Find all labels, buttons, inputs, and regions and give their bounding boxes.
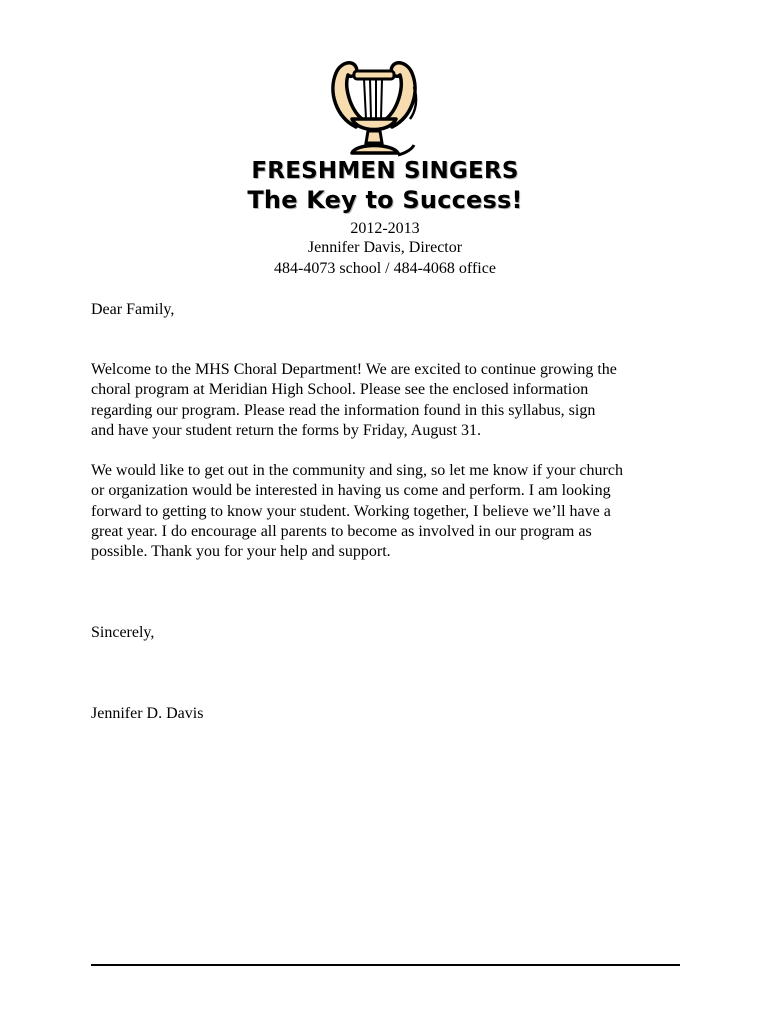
paragraph-line: regarding our program. Please read the information found in this syllabus, sign (91, 401, 596, 419)
community-paragraph (91, 461, 691, 562)
paragraph-line: and have your student return the forms by Friday, August 31. (91, 421, 482, 439)
contact-phones: 484-4073 school / 484-4068 office (274, 260, 496, 277)
footer-divider (91, 964, 680, 966)
paragraph-line: forward to getting to know your student. Working together, I believe we’ll have a (91, 502, 611, 520)
salutation: Dear Family, (91, 301, 175, 318)
closing: Sincerely, (91, 624, 155, 641)
paragraph-line: possible. Thank you for your help and support. (91, 543, 391, 561)
program-tagline: The Key to Success! (247, 186, 523, 214)
program-title: FRESHMEN SINGERS (251, 158, 519, 184)
lyre-icon (326, 57, 422, 157)
paragraph-line: or organization would be interested in having us come and perform. I am looking (91, 482, 611, 500)
welcome-paragraph (91, 360, 691, 441)
paragraph-line: We would like to get out in the community and sing, so let me know if your church (91, 462, 623, 479)
paragraph-line: choral program at Meridian High School. Please see the enclosed information (91, 381, 589, 399)
school-year: 2012-2013 (350, 220, 420, 237)
paragraph-line: great year. I do encourage all parents to become as involved in our program as (91, 522, 592, 540)
paragraph-line: Welcome to the MHS Choral Department! We are excited to continue growing the (91, 361, 617, 378)
signature-name: Jennifer D. Davis (91, 705, 204, 722)
director-name: Jennifer Davis, Director (307, 239, 463, 256)
